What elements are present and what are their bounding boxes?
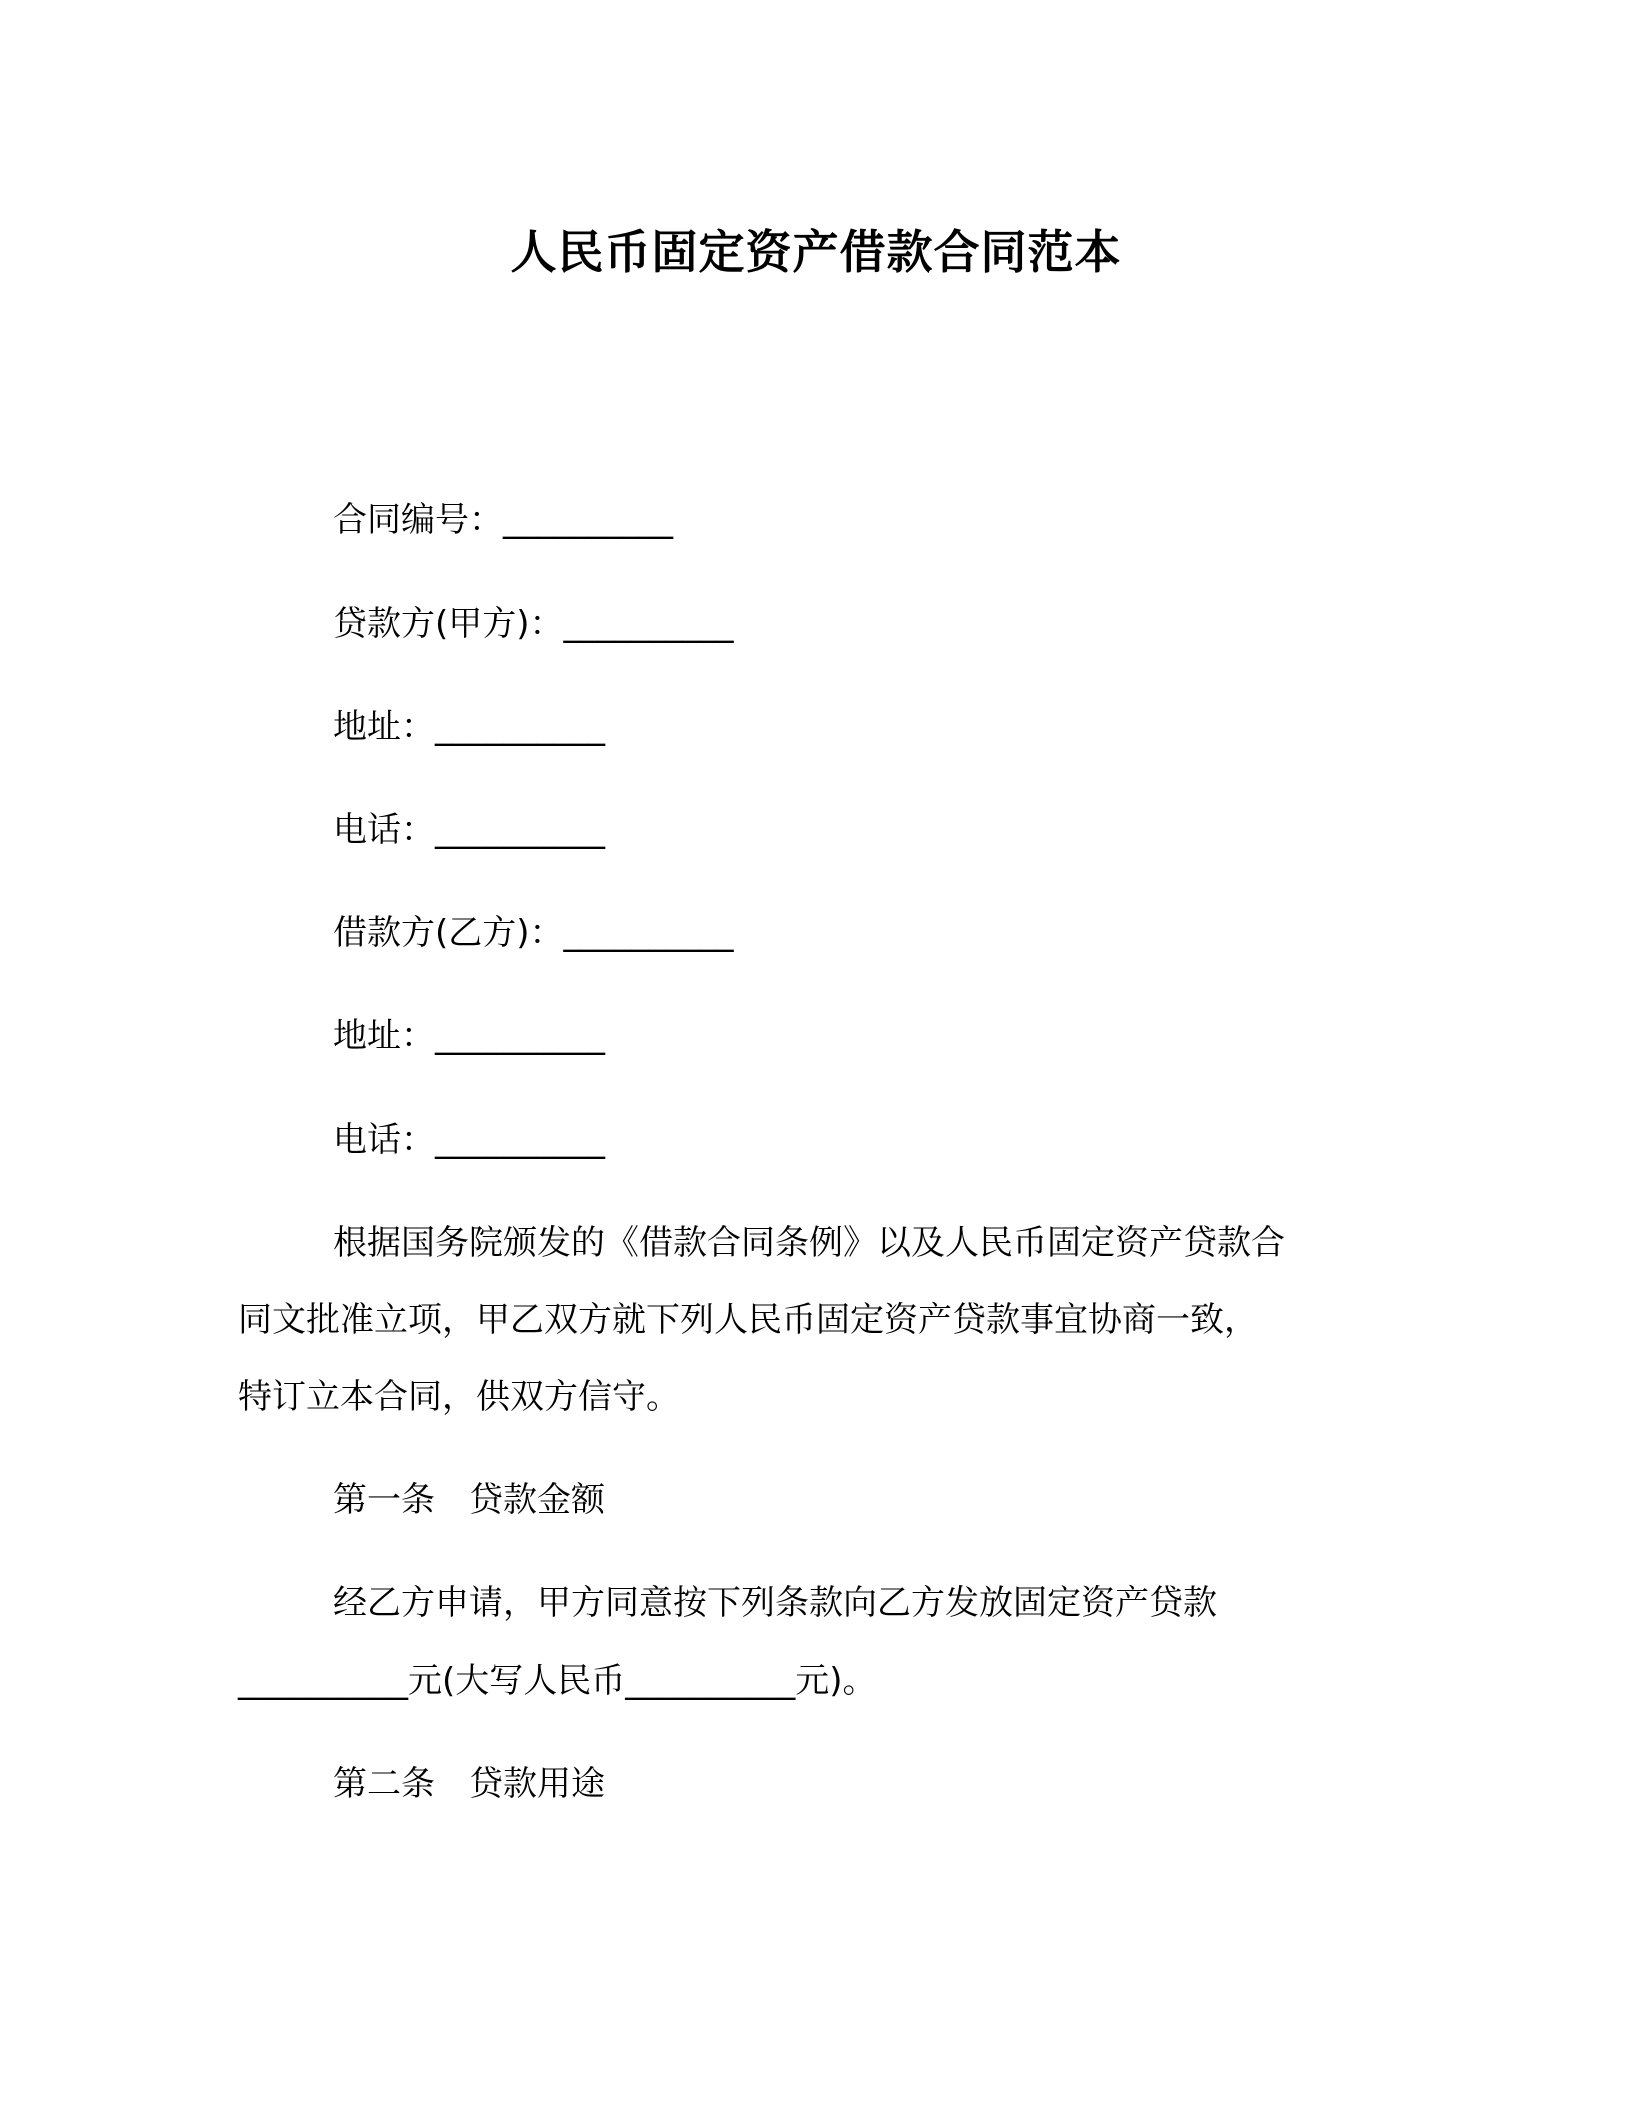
article-1-text-line-2: __________元(大写人民币__________元)。	[238, 1661, 877, 1701]
lender-phone-line: 电话：__________	[333, 810, 605, 850]
borrower-line: 借款方(乙方)：__________	[333, 913, 734, 953]
document-title: 人民币固定资产借款合同范本	[510, 225, 1122, 279]
preamble-line-2: 同文批准立项，甲乙双方就下列人民币固定资产贷款事宜协商一致，	[238, 1300, 1258, 1340]
contract-number-line: 合同编号：__________	[333, 500, 673, 540]
borrower-address-line: 地址：__________	[333, 1016, 605, 1056]
lender-line: 贷款方(甲方)：__________	[333, 604, 734, 644]
article-1-text-line-1: 经乙方申请，甲方同意按下列条款向乙方发放固定资产贷款	[333, 1583, 1217, 1623]
borrower-phone-line: 电话：__________	[333, 1120, 605, 1160]
preamble-line-3: 特订立本合同，供双方信守。	[238, 1377, 680, 1417]
article-1-heading: 第一条 贷款金额	[333, 1480, 605, 1520]
lender-address-line: 地址：__________	[333, 707, 605, 747]
preamble-line-1: 根据国务院颁发的《借款合同条例》以及人民币固定资产贷款合	[333, 1223, 1285, 1263]
article-2-heading: 第二条 贷款用途	[333, 1764, 605, 1804]
